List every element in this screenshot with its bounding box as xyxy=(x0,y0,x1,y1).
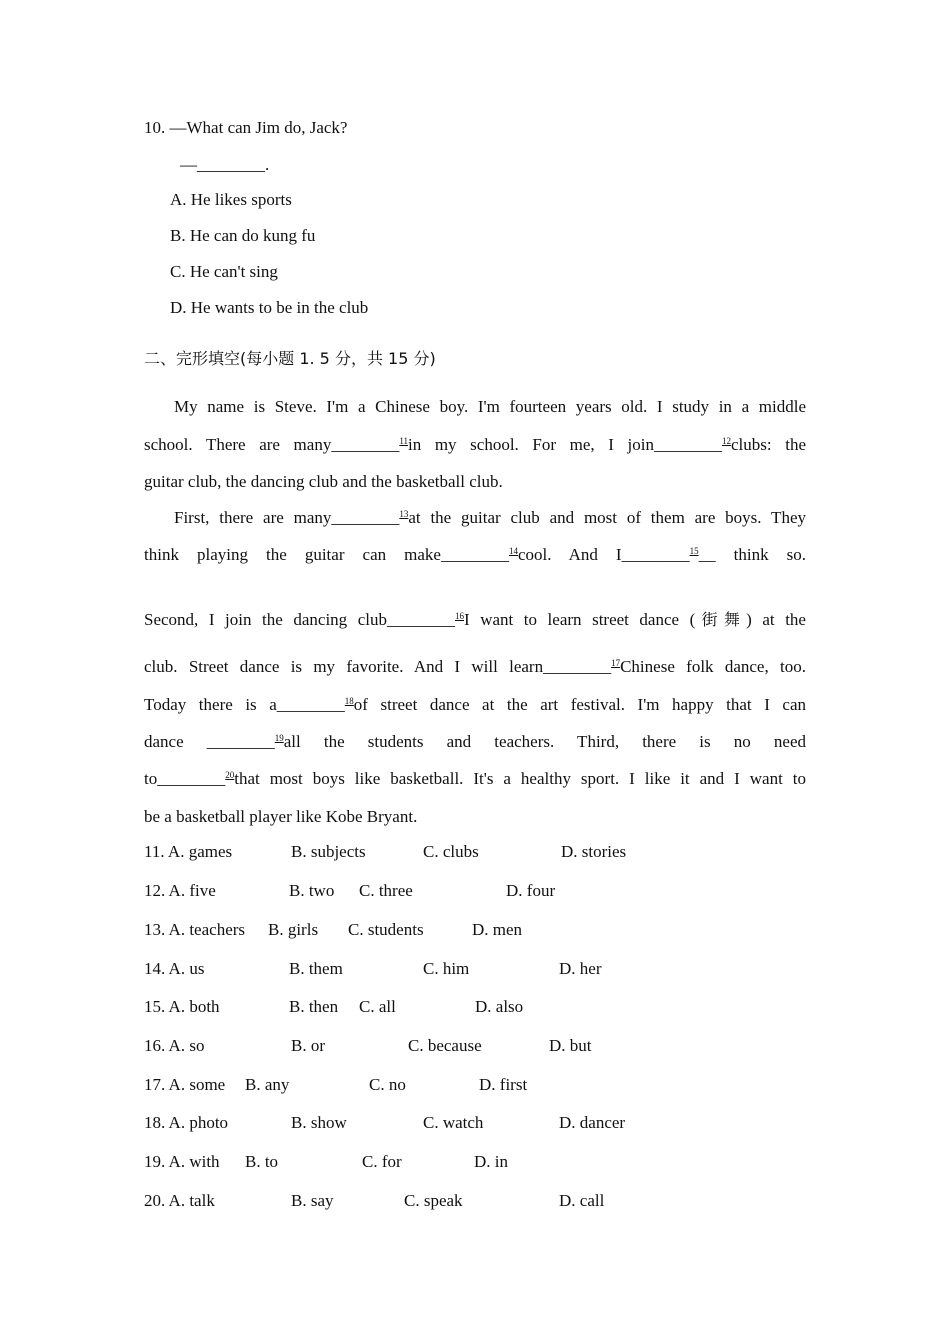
passage-text: school. There are many________ xyxy=(144,435,400,454)
passage-chinese-gloss: 街舞 xyxy=(695,610,747,629)
question-14-option-a: 14. A. us xyxy=(144,959,205,978)
passage-text: of street dance at the art festival. I'm happy that I can xyxy=(353,695,806,714)
section-heading: 二、完形填空(每小题 1. 5 分，共 15 分) xyxy=(144,349,436,368)
q10-option-d: D. He wants to be in the club xyxy=(170,298,369,317)
passage-text: at the guitar club and most of them are boys. They xyxy=(408,508,806,527)
question-16-option-a: 16. A. so xyxy=(144,1036,205,1055)
passage-text: dance ________ xyxy=(144,732,275,751)
question-12-option-a: 12. A. five xyxy=(144,881,216,900)
q10-option-a: A. He likes sports xyxy=(170,190,292,209)
question-15-option-a: 15. A. both xyxy=(144,997,220,1016)
passage-line-5 xyxy=(144,544,806,566)
question-17-option-b: B. any xyxy=(245,1075,290,1094)
question-13-option-c: C. students xyxy=(348,920,424,939)
blank-number-17: 17 xyxy=(611,658,621,668)
question-18-option-a: 18. A. photo xyxy=(144,1113,229,1132)
passage-text: think playing the guitar can make________ xyxy=(144,545,509,564)
passage-text: First, there are many________ xyxy=(174,508,400,527)
passage-line-7 xyxy=(144,656,806,678)
blank-number-11: 11 xyxy=(399,436,408,446)
question-13-option-a: 13. A. teachers xyxy=(144,920,246,939)
blank-number-12: 12 xyxy=(722,436,731,446)
question-14-option-c: C. him xyxy=(423,959,470,978)
question-13-option-d: D. men xyxy=(472,920,523,939)
passage-text: to________ xyxy=(144,769,226,788)
question-17-option-d: D. first xyxy=(479,1075,528,1094)
passage-text: that most boys like basketball. It's a healthy sport. I like it and I want to xyxy=(234,769,806,788)
question-12-option-b: B. two xyxy=(289,881,335,900)
passage-text: __ think so. xyxy=(698,545,806,564)
blank-number-14: 14 xyxy=(508,546,518,556)
blank-number-15: 15 xyxy=(689,546,699,556)
passage-line-3: guitar club, the dancing club and the basketball club. xyxy=(144,472,503,491)
question-19-option-a: 19. A. with xyxy=(144,1152,220,1171)
q10-answer-line: —________. xyxy=(180,155,270,174)
question-11-option-c: C. clubs xyxy=(423,842,479,861)
question-15-option-c: C. all xyxy=(359,997,396,1016)
question-14-option-b: B. them xyxy=(289,959,343,978)
question-20-option-c: C. speak xyxy=(404,1191,463,1210)
passage-line-9 xyxy=(144,731,806,753)
passage-text: I want to learn street dance ( xyxy=(463,610,696,629)
question-20-option-a: 20. A. talk xyxy=(144,1191,215,1210)
passage-line-6 xyxy=(144,609,806,631)
passage-line-10 xyxy=(144,768,806,790)
passage-text: all the students and teachers. Third, there is no need xyxy=(283,732,806,751)
question-16-option-c: C. because xyxy=(408,1036,482,1055)
passage-text: clubs: the xyxy=(731,435,806,454)
blank-number-13: 13 xyxy=(399,509,409,519)
question-11-option-a: 11. A. games xyxy=(144,842,233,861)
question-20-option-d: D. call xyxy=(559,1191,605,1210)
blank-number-19: 19 xyxy=(274,733,284,743)
question-19-option-c: C. for xyxy=(362,1152,402,1171)
question-13-option-b: B. girls xyxy=(268,920,319,939)
passage-text: Second, I join the dancing club________ xyxy=(144,610,455,629)
question-18-option-d: D. dancer xyxy=(559,1113,626,1132)
question-17-option-c: C. no xyxy=(369,1075,406,1094)
question-19-option-b: B. to xyxy=(245,1152,279,1171)
passage-line-4 xyxy=(174,507,806,529)
question-11-option-d: D. stories xyxy=(561,842,627,861)
passage-line-8 xyxy=(144,694,806,716)
question-12-option-c: C. three xyxy=(359,881,413,900)
blank-number-18: 18 xyxy=(344,696,354,706)
question-16-option-b: B. or xyxy=(291,1036,325,1055)
blank-number-16: 16 xyxy=(454,611,464,621)
passage-line-1: My name is Steve. I'm a Chinese boy. I'm fourteen years old. I study in a middle xyxy=(174,397,806,416)
passage-text: Today there is a________ xyxy=(144,695,345,714)
question-19-option-d: D. in xyxy=(474,1152,508,1171)
q10-option-c: C. He can't sing xyxy=(170,262,278,281)
question-12-option-d: D. four xyxy=(506,881,556,900)
passage-text: in my school. For me, I join________ xyxy=(408,435,722,454)
question-18-option-c: C. watch xyxy=(423,1113,484,1132)
question-16-option-d: D. but xyxy=(549,1036,592,1055)
question-17-option-a: 17. A. some xyxy=(144,1075,226,1094)
passage-text: club. Street dance is my favorite. And I will learn________ xyxy=(144,657,612,676)
question-15-option-b: B. then xyxy=(289,997,339,1016)
passage-text: cool. And I________ xyxy=(517,545,690,564)
passage-text: Chinese folk dance, too. xyxy=(620,657,807,676)
passage-line-2 xyxy=(144,434,806,456)
blank-number-20: 20 xyxy=(225,770,235,780)
question-18-option-b: B. show xyxy=(291,1113,347,1132)
question-14-option-d: D. her xyxy=(559,959,602,978)
passage-line-11: be a basketball player like Kobe Bryant. xyxy=(144,807,418,826)
passage-text: ) at the xyxy=(746,610,806,629)
question-20-option-b: B. say xyxy=(291,1191,334,1210)
q10-option-b: B. He can do kung fu xyxy=(170,226,316,245)
question-15-option-d: D. also xyxy=(475,997,524,1016)
question-11-option-b: B. subjects xyxy=(291,842,366,861)
q10-question: 10. —What can Jim do, Jack? xyxy=(144,118,348,137)
